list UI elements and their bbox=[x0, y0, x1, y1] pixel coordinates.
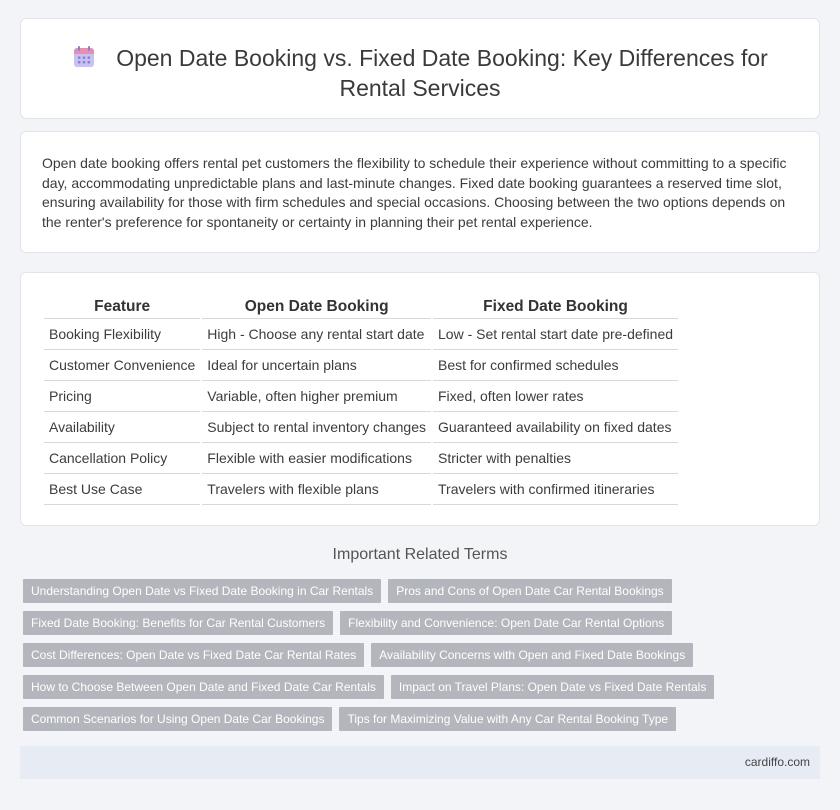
table-cell: Ideal for uncertain plans bbox=[202, 350, 431, 381]
comparison-table-card bbox=[20, 272, 820, 526]
page-title: Open Date Booking vs. Fixed Date Booking: Key Differences for Rental Services bbox=[116, 45, 768, 101]
table-header-row bbox=[44, 295, 678, 319]
tag-row bbox=[23, 643, 723, 667]
table-row bbox=[44, 381, 678, 412]
related-terms-list bbox=[23, 579, 723, 739]
table-cell: Cancellation Policy bbox=[44, 443, 200, 474]
table-cell: Guaranteed availability on fixed dates bbox=[433, 412, 678, 443]
footer bbox=[20, 746, 820, 779]
calendar-icon bbox=[72, 45, 96, 69]
related-term-tag[interactable]: Impact on Travel Plans: Open Date vs Fixed Date Rentals bbox=[391, 675, 714, 699]
tag-row bbox=[23, 611, 723, 635]
related-terms-heading: Important Related Terms bbox=[332, 546, 508, 563]
column-header: Feature bbox=[44, 295, 200, 319]
table-cell: Subject to rental inventory changes bbox=[202, 412, 431, 443]
related-term-tag[interactable]: How to Choose Between Open Date and Fixed Date Car Rentals bbox=[23, 675, 384, 699]
table-cell: Low - Set rental start date pre-defined bbox=[433, 319, 678, 350]
table-cell: Availability bbox=[44, 412, 200, 443]
related-term-tag[interactable]: Tips for Maximizing Value with Any Car Rental Booking Type bbox=[339, 707, 676, 731]
header-card bbox=[20, 18, 820, 119]
related-term-tag[interactable]: Pros and Cons of Open Date Car Rental Bookings bbox=[388, 579, 671, 603]
tag-row bbox=[23, 579, 723, 603]
table-cell: Best for confirmed schedules bbox=[433, 350, 678, 381]
table-cell: Customer Convenience bbox=[44, 350, 200, 381]
related-term-tag[interactable]: Common Scenarios for Using Open Date Car Bookings bbox=[23, 707, 332, 731]
table-row bbox=[44, 412, 678, 443]
related-term-tag[interactable]: Cost Differences: Open Date vs Fixed Date Car Rental Rates bbox=[23, 643, 364, 667]
table-row bbox=[44, 350, 678, 381]
table-cell: High - Choose any rental start date bbox=[202, 319, 431, 350]
comparison-table bbox=[42, 295, 680, 505]
related-term-tag[interactable]: Fixed Date Booking: Benefits for Car Rental Customers bbox=[23, 611, 333, 635]
related-term-tag[interactable]: Understanding Open Date vs Fixed Date Booking in Car Rentals bbox=[23, 579, 381, 603]
table-cell: Pricing bbox=[44, 381, 200, 412]
tag-row bbox=[23, 675, 723, 699]
page-title-wrap bbox=[61, 43, 779, 103]
footer-site-link[interactable]: cardiffo.com bbox=[744, 755, 810, 769]
related-term-tag[interactable]: Flexibility and Convenience: Open Date Car Rental Options bbox=[340, 611, 672, 635]
table-cell: Variable, often higher premium bbox=[202, 381, 431, 412]
table-row bbox=[44, 319, 678, 350]
table-cell: Travelers with confirmed itineraries bbox=[433, 474, 678, 505]
intro-paragraph: Open date booking offers rental pet customers the flexibility to schedule their experience without committing to a specific day, accommodating unpredictable plans and last-minute changes. Fixed date booking guarantees a reserved time slot, ensuring availability for those with firm schedules and special occasions. Choosing between the two options depends on the renter's preference for spontaneity or certainty in planning their pet rental experience. bbox=[42, 155, 787, 230]
table-cell: Flexible with easier modifications bbox=[202, 443, 431, 474]
related-term-tag[interactable]: Availability Concerns with Open and Fixed Date Bookings bbox=[371, 643, 693, 667]
table-cell: Stricter with penalties bbox=[433, 443, 678, 474]
column-header: Fixed Date Booking bbox=[433, 295, 678, 319]
table-cell: Travelers with flexible plans bbox=[202, 474, 431, 505]
table-cell: Best Use Case bbox=[44, 474, 200, 505]
table-row bbox=[44, 443, 678, 474]
table-cell: Fixed, often lower rates bbox=[433, 381, 678, 412]
table-cell: Booking Flexibility bbox=[44, 319, 200, 350]
column-header: Open Date Booking bbox=[202, 295, 431, 319]
intro-card bbox=[20, 131, 820, 253]
tag-row bbox=[23, 707, 723, 731]
table-row bbox=[44, 474, 678, 505]
